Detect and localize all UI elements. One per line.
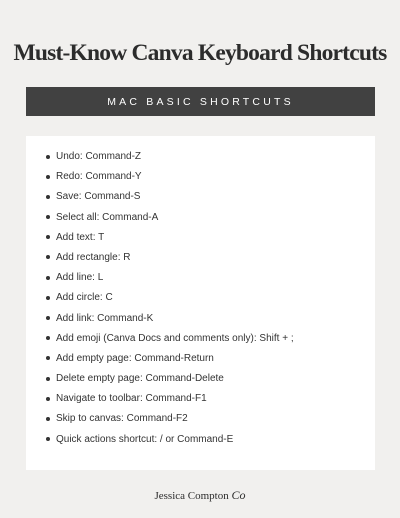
signature-name: Jessica Compton (154, 490, 229, 502)
list-item: Add text: T (26, 230, 375, 250)
list-item: Add emoji (Canva Docs and comments only): Shift + ; (26, 331, 375, 351)
shortcut-list (26, 149, 375, 452)
shortcuts-card (26, 136, 375, 470)
list-item: Redo: Command-Y (26, 169, 375, 189)
list-item: Add circle: C (26, 290, 375, 310)
list-item: Add link: Command-K (26, 311, 375, 331)
list-item: Delete empty page: Command-Delete (26, 371, 375, 391)
brand-signature (0, 488, 400, 503)
list-item: Select all: Command-A (26, 210, 375, 230)
list-item: Add line: L (26, 270, 375, 290)
list-item: Add rectangle: R (26, 250, 375, 270)
list-item: Undo: Command-Z (26, 149, 375, 169)
list-item: Save: Command-S (26, 189, 375, 209)
list-item: Skip to canvas: Command-F2 (26, 411, 375, 431)
list-item: Add empty page: Command-Return (26, 351, 375, 371)
page-title: Must-Know Canva Keyboard Shortcuts (13, 40, 387, 66)
signature-mark: Co (231, 488, 246, 502)
list-item: Quick actions shortcut: / or Command-E (26, 432, 375, 452)
list-item: Navigate to toolbar: Command-F1 (26, 391, 375, 411)
section-banner: MAC BASIC SHORTCUTS (26, 87, 375, 116)
